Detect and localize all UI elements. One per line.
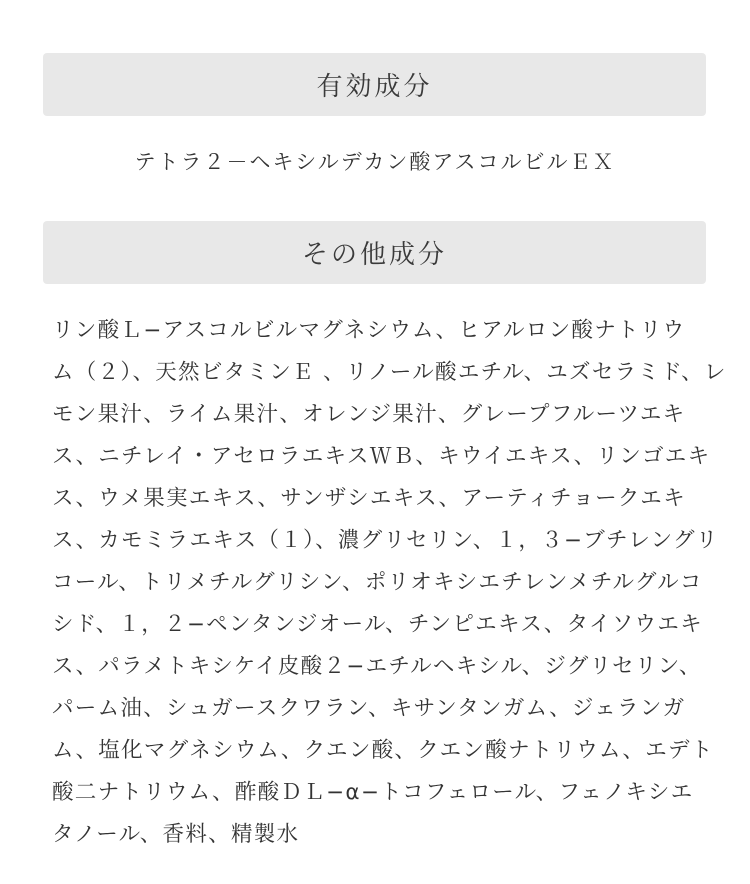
ingredient-line: ス、ウメ果実エキス、サンザシエキス、アーティチョークエキ — [52, 486, 686, 511]
ingredient-line: リン酸Ｌ−アスコルビルマグネシウム、ヒアルロン酸ナトリウ — [52, 318, 686, 343]
other-ingredients-list — [52, 310, 727, 856]
other-ingredients-title: その他成分 — [301, 240, 447, 270]
other-ingredients-header — [43, 221, 706, 284]
ingredient-line: ム（２）、天然ビタミンＥ 、リノール酸エチル、ユズセラミド、レ — [52, 360, 727, 385]
active-ingredients-title: 有効成分 — [316, 72, 433, 102]
ingredient-line: パーム油、シュガースクワラン、キサンタンガム、ジェランガ — [52, 696, 686, 721]
ingredient-line: シド、１，２−ペンタンジオール、チンピエキス、タイソウエキ — [52, 612, 703, 637]
ingredient-line: ス、カモミラエキス（１）、濃グリセリン、１，３−ブチレングリ — [52, 528, 719, 553]
ingredient-line: ム、塩化マグネシウム、クエン酸、クエン酸ナトリウム、エデト — [52, 738, 714, 763]
active-ingredient-text: テトラ２－ヘキシルデカン酸アスコルビルＥＸ — [134, 150, 616, 174]
ingredient-line: コール、トリメチルグリシン、ポリオキシエチレンメチルグルコ — [52, 570, 703, 595]
active-ingredients-header — [43, 53, 706, 116]
ingredient-line: タノール、香料、精製水 — [52, 822, 300, 847]
ingredient-line: 酸二ナトリウム、酢酸ＤＬ−α−トコフェロール、フェノキシエ — [52, 780, 694, 805]
ingredient-line: ス、ニチレイ・アセロラエキスＷＢ、キウイエキス、リンゴエキ — [52, 444, 711, 469]
ingredient-line: モン果汁、ライム果汁、オレンジ果汁、グレープフルーツエキ — [52, 402, 686, 427]
ingredient-line: ス、パラメトキシケイ皮酸２−エチルヘキシル、ジグリセリン、 — [52, 654, 702, 679]
